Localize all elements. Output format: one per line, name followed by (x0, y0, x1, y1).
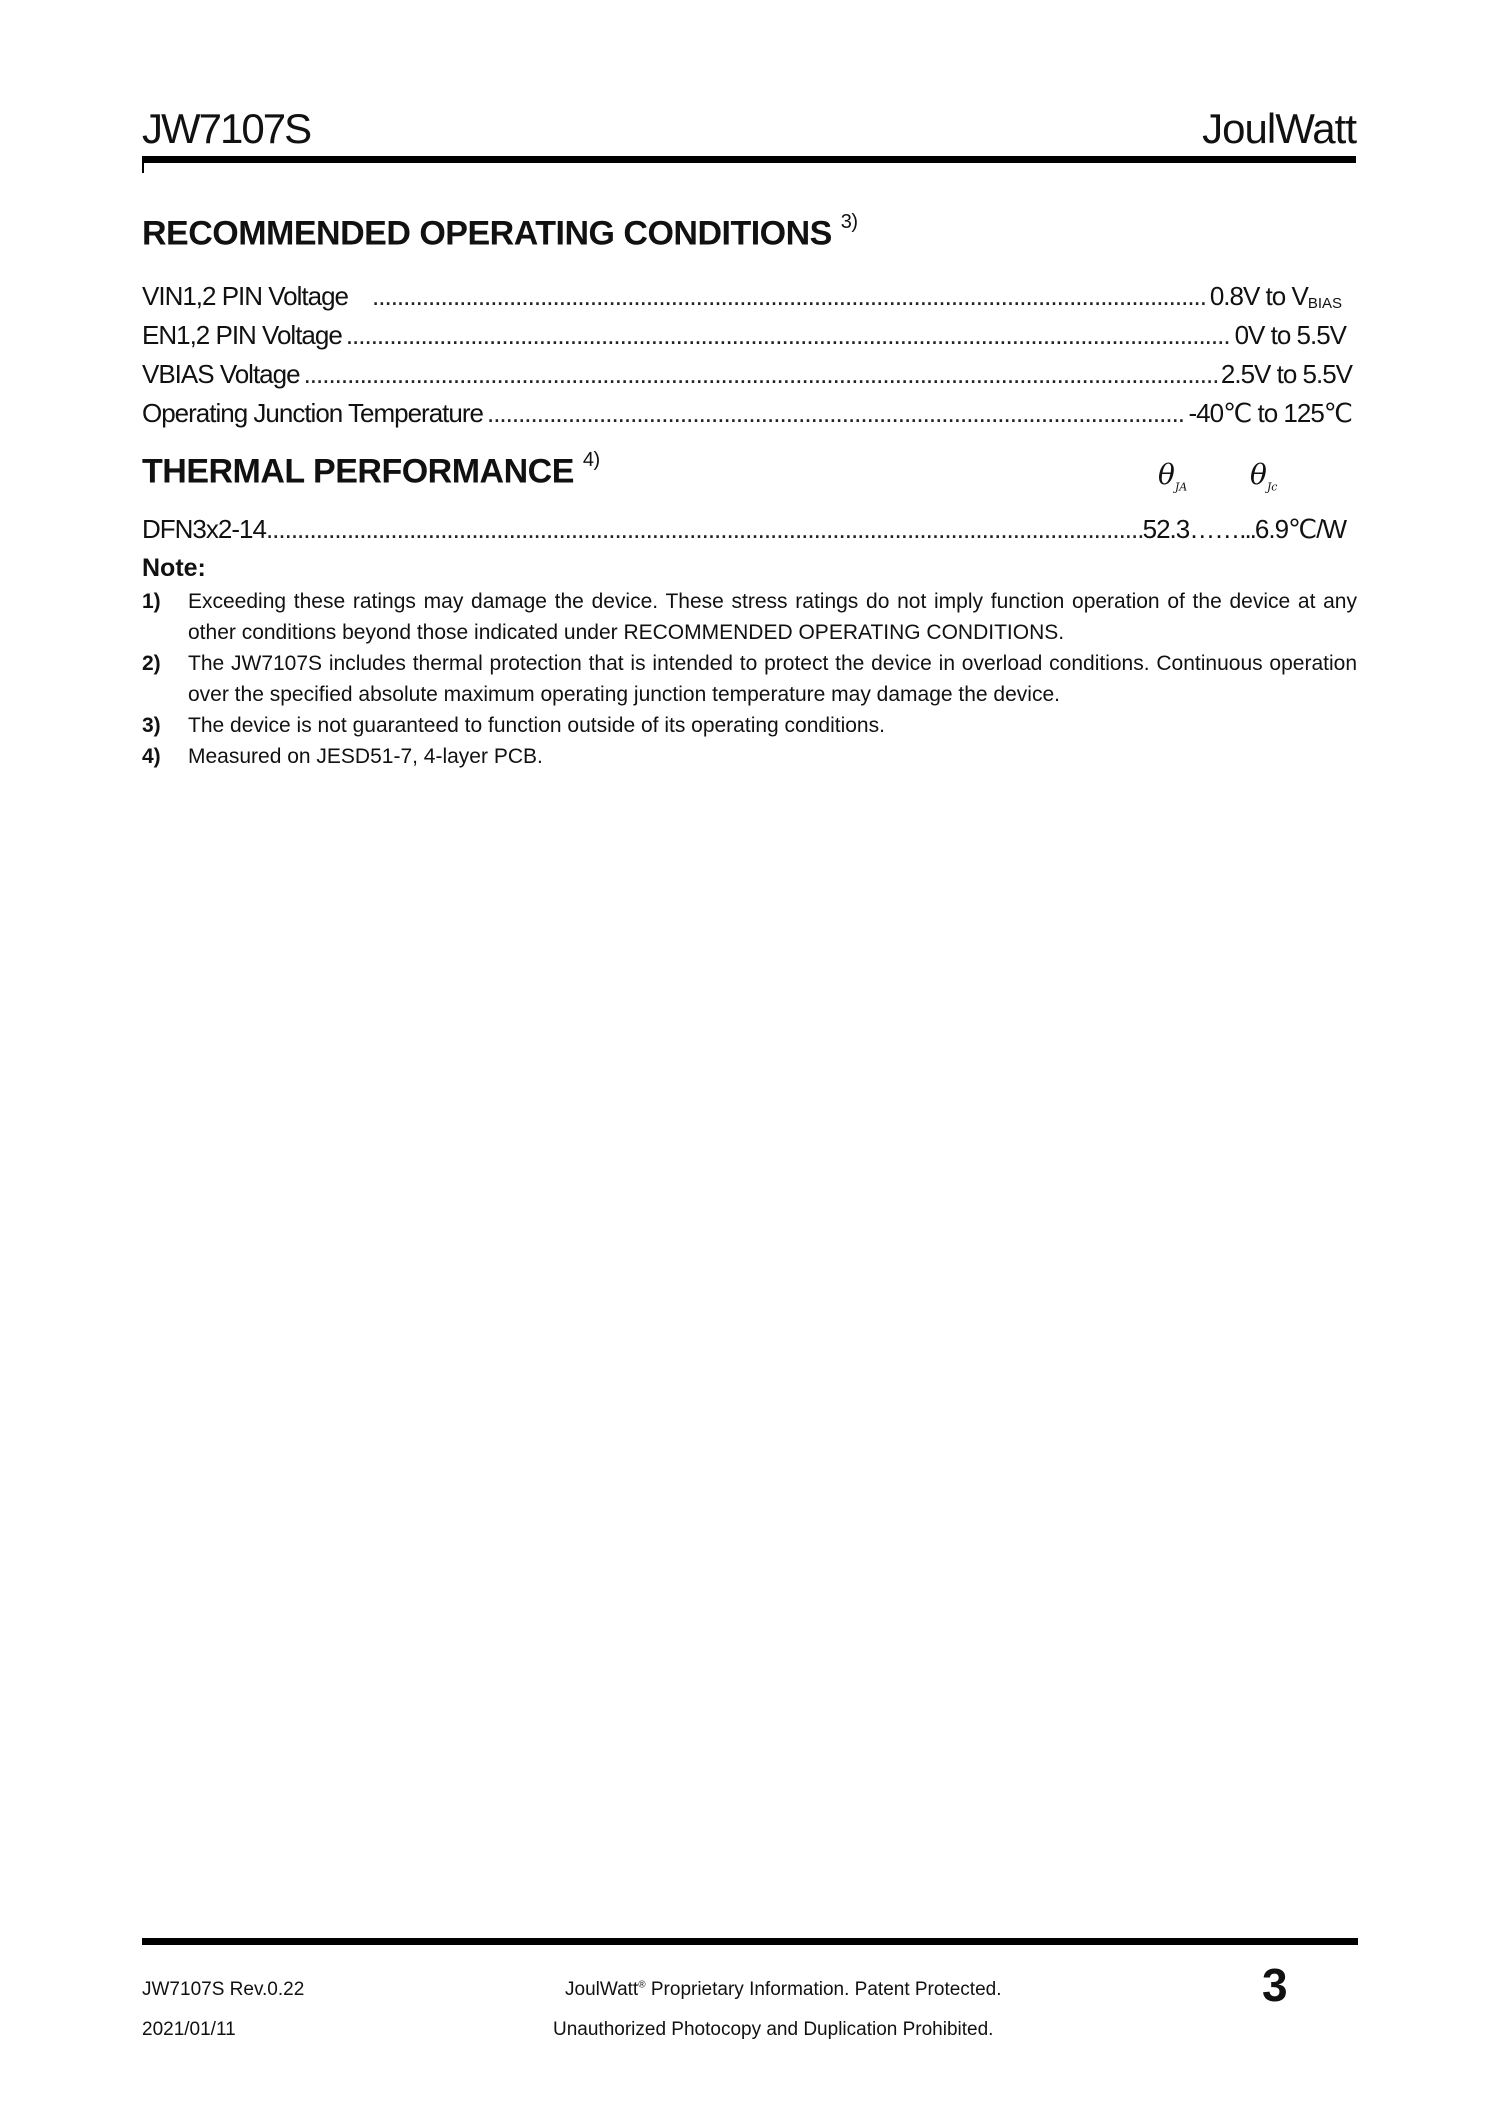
footer-proprietary: JoulWatt® Proprietary Information. Patent Protected. (565, 1979, 1002, 2000)
thermal-values: 52.3……...6.9℃/W (1142, 514, 1346, 544)
spec-row-vbias (142, 361, 1352, 387)
spec-label: Operating Junction Temperature (142, 398, 483, 428)
note-text: The JW7107S includes thermal protection that is intended to protect the device in overload conditions. Continuous operation over the specified absolute maximum operating junction temperature may damage the device. (188, 652, 1357, 706)
recommended-title: RECOMMENDED OPERATING CONDITIONS (142, 214, 832, 253)
note-text: Exceeding these ratings may damage the device. These stress ratings do not imply function operation of the device at any other conditions beyond those indicated under RECOMMENDED OPERATING CONDITIONS. (188, 590, 1357, 644)
note-number: 4) (142, 745, 161, 768)
note-item (142, 648, 1357, 710)
spec-label: VBIAS Voltage (142, 359, 300, 389)
thermal-title-block (142, 449, 600, 491)
spec-row-tj (142, 400, 1352, 426)
dot-leader (372, 283, 1206, 309)
spec-value: -40℃ to 125℃ (1188, 398, 1352, 428)
dot-leader (346, 322, 1231, 348)
note-text: The device is not guaranteed to function outside of its operating conditions. (188, 714, 885, 737)
theta-ja-header: $\theta_{JA}$ (1158, 458, 1188, 494)
thermal-title: THERMAL PERFORMANCE (142, 452, 574, 491)
package-label: DFN3x2-14 (142, 514, 266, 544)
note-item (142, 741, 1357, 772)
registered-mark: ® (638, 1979, 646, 1991)
note-item (142, 710, 1357, 741)
note-item (142, 586, 1357, 648)
theta-jc-value: 6.9℃/W (1254, 514, 1346, 544)
spec-value: 0V to 5.5V (1234, 320, 1346, 350)
note-text: Measured on JESD51-7, 4-layer PCB. (188, 745, 543, 768)
theta-ja-value: 52.3 (1142, 514, 1190, 544)
spec-label: EN1,2 PIN Voltage (142, 320, 342, 350)
dot-leader (266, 516, 1143, 542)
spec-row-en (142, 322, 1352, 348)
spec-row-vin (142, 283, 1352, 311)
note-number: 3) (142, 714, 161, 737)
footer-unauthorized: Unauthorized Photocopy and Duplication Prohibited. (553, 2019, 994, 2040)
note-number: 2) (142, 652, 161, 675)
dot-leader (487, 400, 1185, 426)
footer-brand: JoulWatt (565, 1979, 639, 2000)
note-number: 1) (142, 590, 161, 613)
thermal-row-dfn (142, 516, 1352, 542)
notes-heading: Note: (142, 554, 206, 582)
footer-doc-rev: JW7107S Rev.0.22 (142, 1979, 305, 2000)
spec-value: 2.5V to 5.5V (1220, 359, 1352, 389)
header-part-number: JW7107S (142, 105, 311, 152)
spec-label: VIN1,2 PIN Voltage (142, 281, 349, 311)
header-brand: JoulWatt (1202, 105, 1356, 152)
header-rule (142, 156, 1356, 163)
footer-rule (142, 1938, 1358, 1945)
recommended-ref: 3) (840, 211, 858, 233)
recommended-title-block (142, 211, 858, 253)
page-number: 3 (1262, 1959, 1288, 2011)
spec-value: 0.8V to $V_{BIAS}$ (1209, 281, 1342, 312)
dot-leader (304, 361, 1217, 387)
footer-date: 2021/01/11 (142, 2019, 236, 2040)
header-rule-tick (142, 163, 144, 173)
theta-jc-header: $\theta_{Jc}$ (1250, 458, 1278, 494)
thermal-ref: 4) (582, 449, 600, 471)
